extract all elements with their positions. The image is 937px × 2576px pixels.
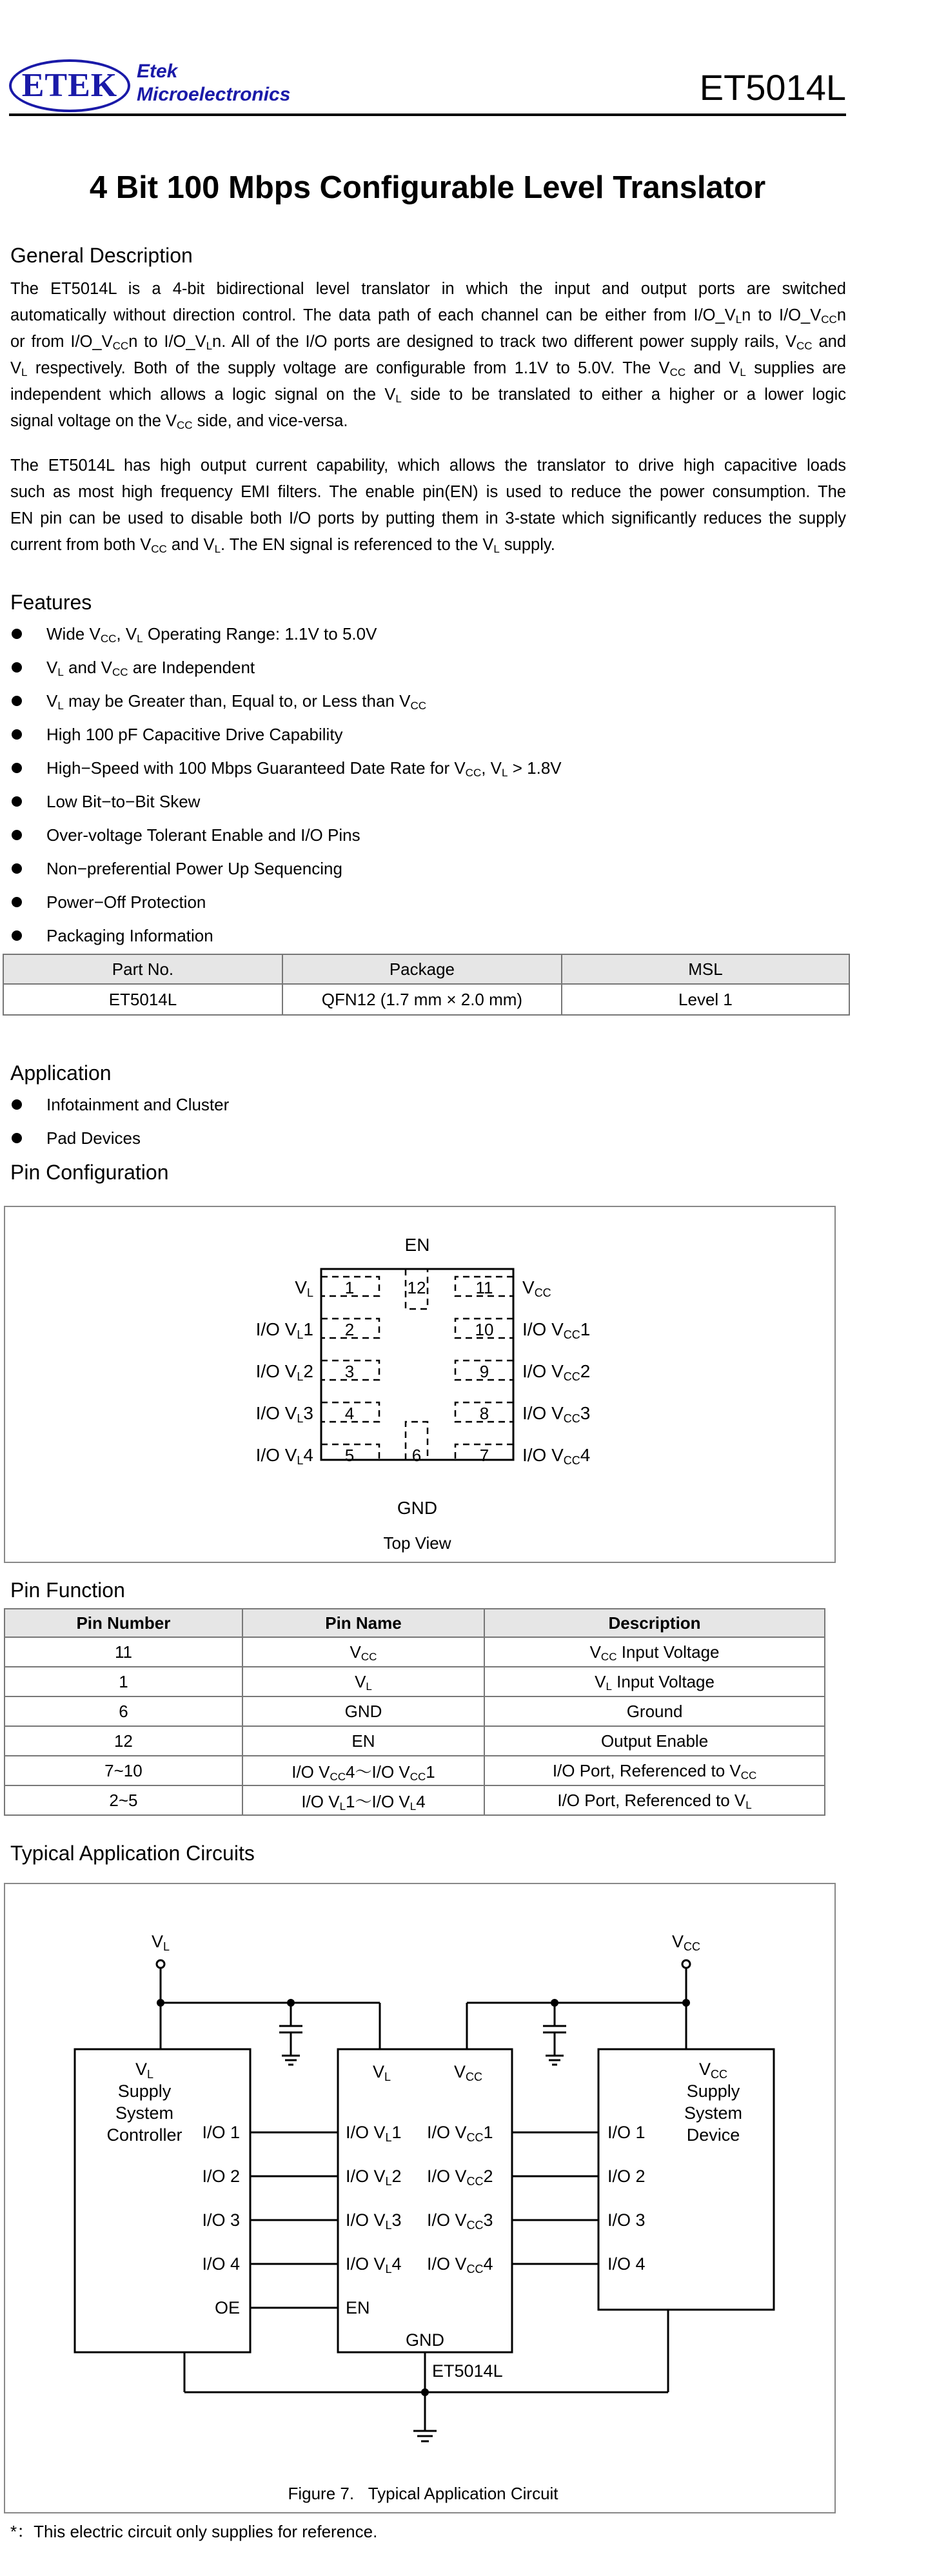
table-cell: I/O $V_{CC}4\sim I/O$ $V_{CC}1$ [242,1756,484,1785]
bullet-icon [12,662,22,673]
pin-name-io-vl4: I/O VL4 [255,1445,313,1467]
controller-label-line3: System [115,2103,174,2123]
table-cell: 6 [5,1696,242,1726]
pin-number-10: 10 [475,1320,494,1339]
chip-name: ET5014L [432,2361,503,2381]
paragraph-line: current from both $V_{CC}$ and $V_L$. The EN signal is referenced to the $V_L$ supply. [10,536,555,555]
device-pin-io2: I/O 2 [607,2167,646,2186]
label-gnd: GND [397,1498,438,1518]
vcc-terminal [682,1960,690,1968]
controller-pin-io3: I/O 3 [202,2210,240,2230]
pin-number-7: 7 [479,1446,489,1465]
label-top-view: Top View [383,1533,451,1553]
chip-pin-vcc: VCC [454,2062,483,2083]
controller-label-line4: Controller [106,2125,182,2145]
pin-function-table [4,1608,825,1816]
bullet-icon [12,1099,22,1110]
page-title: 4 Bit 100 Mbps Configurable Level Translator [89,170,766,205]
bullet-icon [12,1133,22,1143]
table-header-row [5,1609,825,1637]
pin-number-6: 6 [411,1446,422,1465]
company-name-line2: Microelectronics [137,84,291,105]
vl-terminal [157,1960,164,1968]
device-label-line4: Device [686,2125,740,2145]
section-heading-pin-configuration: Pin Configuration [10,1161,169,1184]
feature-item: Wide $V_{CC}$, $V_L$ Operating Range: 1.1V to 5.0V [46,624,377,645]
pin-name-io-vcc1: I/O VCC1 [522,1319,591,1341]
pin-name-io-vl2: I/O VL2 [255,1361,313,1383]
pin-name-io-vcc4: I/O VCC4 [522,1445,591,1467]
supply-vcc-label: VCC [671,1932,701,1953]
device-label-line2: Supply [686,2081,740,2101]
document-id: ET5014L [699,67,846,108]
pin-number-11: 11 [475,1278,493,1297]
bullet-icon [12,629,22,639]
table-cell: EN [242,1726,484,1756]
pin-configuration-figure [4,1206,836,1563]
section-heading-general-description: General Description [10,244,193,267]
section-heading-features: Features [10,591,92,614]
device-label-line1: VCC [698,2060,728,2081]
table-cell: 2~5 [5,1785,242,1815]
feature-item: Low Bit−to−Bit Skew [46,792,201,811]
table-cell: I/O Port, Referenced to $V_{CC}$ [484,1756,825,1785]
table-cell: $V_{CC}$ [242,1637,484,1667]
reference-note: *：This electric circuit only supplies for reference. [10,2522,378,2541]
controller-pin-io4: I/O 4 [202,2254,240,2274]
chip-pin-vl: VL [373,2062,391,2083]
table-cell: I/O $V_L1\sim I/O$ $V_L4$ [242,1785,484,1815]
table-header-cell: Pin Name [242,1609,484,1637]
paragraph-line: signal voltage on the $V_{CC}$ side, and vice-versa. [10,412,348,431]
paragraph-line: The ET5014L has high output current capability, which allows the translator to drive high capacitive loads [10,457,846,475]
company-name-line1: Etek [137,61,178,82]
controller-label-line2: Supply [117,2081,172,2101]
table-cell: 7~10 [5,1756,242,1785]
table-cell: Output Enable [484,1726,825,1756]
pin-name-io-vcc2: I/O VCC2 [522,1361,591,1383]
pin-name-vl: VL [295,1277,313,1299]
controller-label-line1: VL [135,2060,154,2081]
bullet-icon [12,729,22,740]
pin-number-2: 2 [344,1320,355,1339]
table-cell: 1 [5,1667,242,1696]
controller-pin-oe: OE [214,2298,240,2317]
paragraph-line: automatically without direction control. The data path of each channel can be either from $I/O\_V_Ln$ to $I/O\_V_{CC}n$ [10,306,846,326]
chip-pin-io-vl4: I/O VL4 [346,2254,402,2276]
table-cell: 11 [5,1637,242,1667]
table-row [3,984,849,1015]
section-heading-typical-application: Typical Application Circuits [10,1842,255,1865]
device-pin-io4: I/O 4 [607,2254,646,2274]
pin-diagram [4,1206,836,1563]
pin-name-io-vcc3: I/O VCC3 [522,1403,591,1425]
chip-pin-io-vl3: I/O VL3 [346,2210,402,2232]
table-cell: $V_L$ Input Voltage [484,1667,825,1696]
table-header-cell: Package [282,954,562,984]
package-info-table [3,954,850,1016]
table-cell: 12 [5,1726,242,1756]
chip-pin-io-vl2: I/O VL2 [346,2167,402,2188]
table-cell: QFN12 (1.7 mm × 2.0 mm) [282,984,562,1015]
application-item: Infotainment and Cluster [46,1095,230,1114]
table-cell: $V_L$ [242,1667,484,1696]
table-row [5,1696,825,1726]
table-row [5,1726,825,1756]
feature-item: Non−preferential Power Up Sequencing [46,859,342,878]
feature-item: High 100 pF Capacitive Drive Capability [46,725,343,744]
chip-pin-io-vcc1: I/O VCC1 [427,2123,493,2144]
chip-pin-gnd: GND [406,2330,444,2350]
header-divider [9,113,846,116]
pin-name-io-vl3: I/O VL3 [255,1403,313,1425]
paragraph-line: The ET5014L is a 4-bit bidirectional level translator in which the input and output ports are switched [10,280,846,298]
bullet-icon [12,763,22,773]
pin-name-vcc: VCC [522,1277,551,1299]
pin-number-12: 12 [407,1278,426,1297]
logo-text: ETEK [21,67,118,104]
paragraph-line: such as most high frequency EMI filters. The enable pin(EN) is used to reduce the power consumption. The [10,483,846,501]
pin-name-io-vl1: I/O VL1 [255,1319,313,1341]
feature-item: Power−Off Protection [46,892,206,912]
chip-pin-en: EN [346,2298,370,2317]
application-item: Pad Devices [46,1128,141,1148]
table-header-cell: Description [484,1609,825,1637]
table-cell: I/O Port, Referenced to $V_L$ [484,1785,825,1815]
device-pin-io1: I/O 1 [607,2123,646,2142]
paragraph-line: independent which allows a logic signal on the $V_L$ side to be translated to either a higher or a lower logic [10,386,846,405]
table-row [5,1756,825,1785]
pin-number-8: 8 [479,1404,489,1423]
paragraph-line: EN pin can be used to disable both I/O ports by putting them in 3-state which significantly reduces the supply [10,509,846,527]
feature-item: Packaging Information [46,926,213,945]
bullet-icon [12,830,22,840]
bullet-icon [12,863,22,874]
typical-application-figure [4,1883,836,2513]
description-paragraph-2 [10,453,846,558]
table-cell: GND [242,1696,484,1726]
bullet-icon [12,696,22,706]
feature-item: $V_L$ and $V_{CC}$ are Independent [46,658,255,678]
chip-pin-io-vcc3: I/O VCC3 [427,2210,493,2232]
table-cell: ET5014L [3,984,282,1015]
table-header-cell: Part No. [3,954,282,984]
table-row [5,1637,825,1667]
pin-number-1: 1 [344,1278,355,1297]
circuit-wires [75,1960,774,2441]
feature-item: $V_L$ may be Greater than, Equal to, or Less than $V_{CC}$ [46,691,427,712]
table-cell: Level 1 [562,984,849,1015]
controller-pin-io2: I/O 2 [202,2167,240,2186]
chip-pin-io-vl1: I/O VL1 [346,2123,402,2144]
table-cell: Ground [484,1696,825,1726]
section-heading-pin-function: Pin Function [10,1578,125,1602]
figure-caption: Figure 7. Typical Application Circuit [288,2484,558,2503]
bullet-icon [12,897,22,907]
bullet-icon [12,930,22,941]
pin-number-5: 5 [344,1446,355,1465]
bullet-icon [12,796,22,807]
table-row [5,1785,825,1815]
feature-item: High−Speed with 100 Mbps Guaranteed Date Rate for $V_{CC}$, $V_L > 1.8V$ [46,758,562,779]
supply-vl-label: VL [151,1932,170,1953]
table-header-row [3,954,849,984]
controller-pin-io1: I/O 1 [202,2123,240,2142]
chip-pin-io-vcc4: I/O VCC4 [427,2254,493,2276]
table-row [5,1667,825,1696]
section-heading-application: Application [10,1061,112,1085]
device-pin-io3: I/O 3 [607,2210,646,2230]
table-header-cell: MSL [562,954,849,984]
pin-number-9: 9 [479,1362,489,1381]
table-cell: $V_{CC}$ Input Voltage [484,1637,825,1667]
label-en: EN [404,1235,430,1255]
pin-number-4: 4 [344,1404,355,1423]
paragraph-line: $V_L$ respectively. Both of the supply voltage are configurable from 1.1V to 5.0V. The $V_{CC}$ and $V_L$ supplies are [10,359,846,379]
pin-labels [256,1235,591,1553]
application-circuit-diagram [4,1883,836,2513]
chip-pin-io-vcc2: I/O VCC2 [427,2167,493,2188]
paragraph-line: or from $I/O\_V_{CC}n$ to $I/O\_V_Ln$. All of the I/O ports are designed to track two different power supply rails, $V_{CC}$ and [10,333,846,352]
description-paragraph-1 [10,276,846,435]
device-label-line3: System [684,2103,743,2123]
pin-number-3: 3 [344,1362,355,1381]
feature-item: Over-voltage Tolerant Enable and I/O Pins [46,825,360,845]
table-header-cell: Pin Number [5,1609,242,1637]
